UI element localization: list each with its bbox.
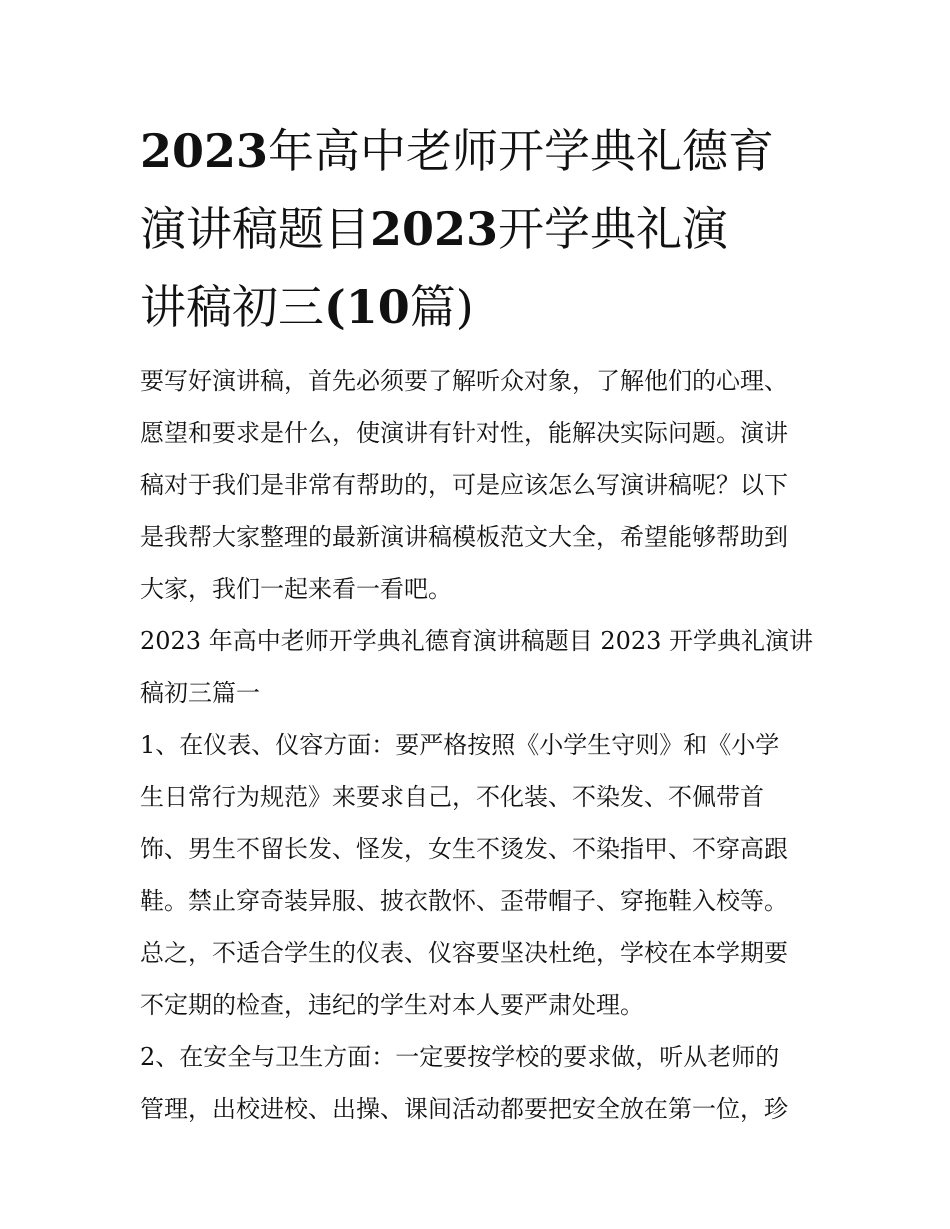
paragraph-line: 1、在仪表、仪容方面：要严格按照《小学生守则》和《小学 xyxy=(140,731,780,759)
title-year: 2023 xyxy=(370,202,499,256)
paragraph-line: 稿对于我们是非常有帮助的，可是应该怎么写演讲稿呢？以下 xyxy=(140,471,788,499)
paragraph-line: 是我帮大家整理的最新演讲稿模板范文大全，希望能够帮助到 xyxy=(140,523,788,551)
title-text: 开学典礼演 xyxy=(498,202,729,256)
intro-paragraph xyxy=(140,355,820,615)
title-line xyxy=(140,190,820,268)
paragraph-line: 管理，出校进校、出操、课间活动都要把安全放在第一位，珍 xyxy=(140,1095,788,1123)
title-text: 演讲稿题目 xyxy=(140,202,370,256)
paragraph-line: 大家，我们一起来看一看吧。 xyxy=(140,575,452,603)
list-item-2 xyxy=(140,1031,820,1135)
paragraph-line: 要写好演讲稿，首先必须要了解听众对象，了解他们的心理、 xyxy=(140,367,788,395)
title-count: (10 xyxy=(324,280,410,334)
title-line xyxy=(140,268,820,346)
title-line xyxy=(140,112,820,190)
section-heading xyxy=(140,615,820,719)
title-year: 2023 xyxy=(140,124,269,178)
list-item-1 xyxy=(140,719,820,1031)
paragraph-line: 愿望和要求是什么，使演讲有针对性，能解决实际问题。演讲 xyxy=(140,419,788,447)
heading-line: 稿初三篇一 xyxy=(140,679,260,707)
paragraph-line: 不定期的检查，违纪的学生对本人要严肃处理。 xyxy=(140,991,644,1019)
title-text: 年高中老师开学典礼德育 xyxy=(268,124,775,178)
paragraph-line: 2、在安全与卫生方面：一定要按学校的要求做，听从老师的 xyxy=(140,1043,780,1071)
title-text: 篇) xyxy=(409,280,474,334)
title-text: 讲稿初三 xyxy=(140,280,324,334)
paragraph-line: 总之，不适合学生的仪表、仪容要坚决杜绝，学校在本学期要 xyxy=(140,939,788,967)
paragraph-line: 生日常行为规范》来要求自己，不化装、不染发、不佩带首 xyxy=(140,783,764,811)
paragraph-line: 饰、男生不留长发、怪发，女生不烫发、不染指甲、不穿高跟 xyxy=(140,835,788,863)
paragraph-line: 鞋。禁止穿奇装异服、披衣散怀、歪带帽子、穿拖鞋入校等。 xyxy=(140,887,788,915)
document-title xyxy=(140,112,820,346)
heading-line: 2023 年高中老师开学典礼德育演讲稿题目 2023 开学典礼演讲 xyxy=(140,627,814,655)
